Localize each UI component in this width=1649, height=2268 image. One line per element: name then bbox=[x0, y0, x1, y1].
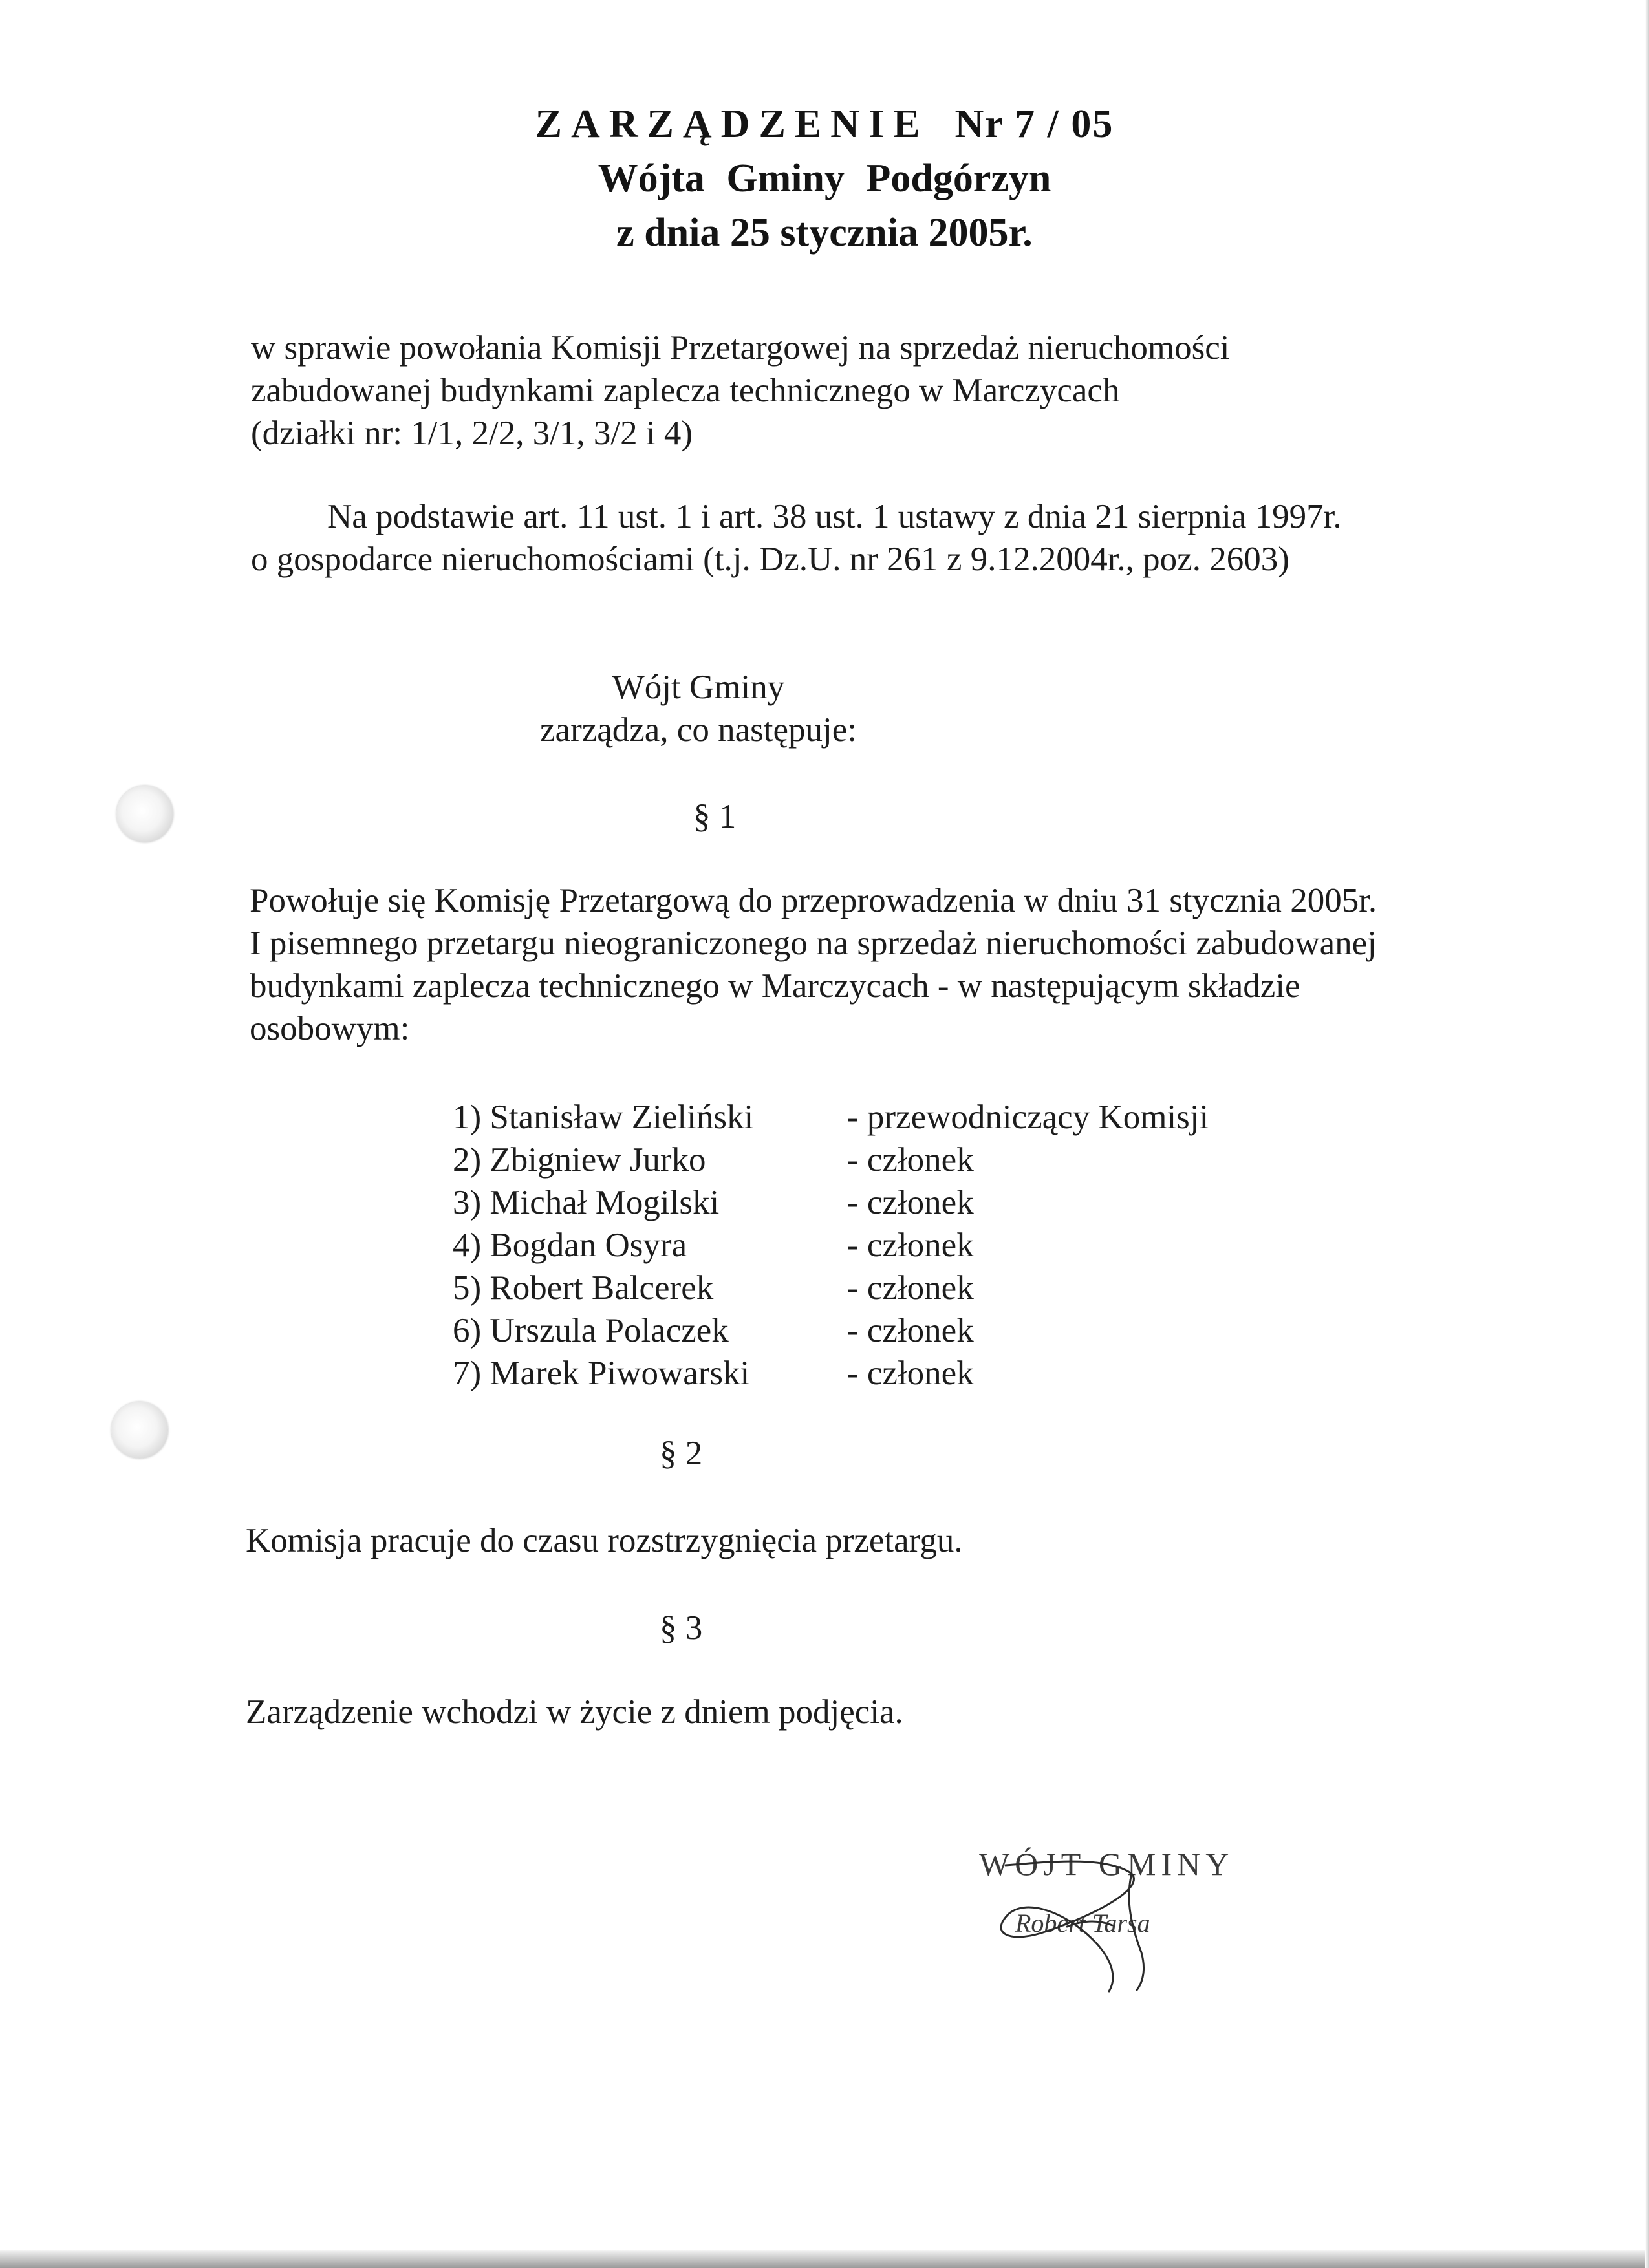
section-2-mark: § 2 bbox=[660, 1435, 703, 1472]
legal-basis-line: o gospodarce nieruchomościami (t.j. Dz.U. nr 261 z 9.12.2004r., poz. 2603) bbox=[251, 540, 1289, 578]
section-1-paragraph bbox=[250, 879, 1377, 1050]
punch-hole-top bbox=[116, 786, 173, 842]
list-item bbox=[453, 1309, 1209, 1352]
list-item bbox=[453, 1096, 1209, 1139]
section-3-text: Zarządzenie wchodzi w życie z dniem podjęcia. bbox=[246, 1693, 903, 1731]
title-word: ZARZĄDZENIE bbox=[535, 102, 929, 146]
list-item bbox=[453, 1352, 1209, 1395]
member-role: - członek bbox=[847, 1269, 974, 1307]
legal-basis-line: Na podstawie art. 11 ust. 1 i art. 38 ust. 1 ustawy z dnia 21 sierpnia 1997r. bbox=[327, 498, 1342, 535]
section-1-line: osobowym: bbox=[250, 1010, 410, 1047]
member-name: 7) Marek Piwowarski bbox=[453, 1354, 750, 1392]
punch-hole-bottom bbox=[111, 1402, 168, 1459]
document-header bbox=[0, 97, 1649, 260]
stamp-title: WÓJT GMINY bbox=[979, 1846, 1234, 1882]
member-role: - członek bbox=[847, 1141, 974, 1179]
member-name: 4) Bogdan Osyra bbox=[453, 1226, 687, 1264]
decree-intro-line: Wójt Gminy bbox=[612, 669, 785, 706]
subject-line: w sprawie powołania Komisji Przetargowej na sprzedaż nieruchomości bbox=[251, 329, 1230, 367]
section-3-mark: § 3 bbox=[660, 1609, 703, 1647]
subject-line: zabudowanej budynkami zaplecza technicznego w Marczycach bbox=[251, 372, 1120, 409]
legal-basis-paragraph bbox=[251, 495, 1342, 581]
commission-members-list bbox=[453, 1096, 1209, 1395]
list-item bbox=[453, 1139, 1209, 1181]
member-role: - członek bbox=[847, 1312, 974, 1349]
section-1-line: Powołuje się Komisję Przetargową do przeprowadzenia w dniu 31 stycznia 2005r. bbox=[250, 882, 1377, 919]
section-2-text: Komisja pracuje do czasu rozstrzygnięcia przetargu. bbox=[246, 1522, 963, 1559]
signature-stamp bbox=[970, 1836, 1280, 1998]
stamp-name: Robert Tarsa bbox=[1015, 1909, 1150, 1938]
member-name: 6) Urszula Polaczek bbox=[453, 1312, 729, 1349]
title-line bbox=[0, 97, 1649, 151]
title-number: Nr 7 / 05 bbox=[954, 102, 1114, 146]
section-1-mark: § 1 bbox=[693, 798, 737, 835]
subject-paragraph bbox=[251, 326, 1229, 455]
decree-intro bbox=[0, 666, 1397, 751]
member-name: 5) Robert Balcerek bbox=[453, 1269, 714, 1307]
decree-intro-line: zarządza, co następuje: bbox=[540, 711, 857, 749]
list-item bbox=[453, 1181, 1209, 1224]
issuer-line: Wójta Gminy Podgórzyn bbox=[598, 156, 1051, 200]
member-name: 1) Stanisław Zieliński bbox=[453, 1098, 754, 1136]
member-role: - członek bbox=[847, 1354, 974, 1392]
subject-line: (działki nr: 1/1, 2/2, 3/1, 3/2 i 4) bbox=[251, 414, 693, 452]
list-item bbox=[453, 1224, 1209, 1267]
list-item bbox=[453, 1267, 1209, 1309]
page-right-edge bbox=[1645, 0, 1649, 2268]
member-role: - członek bbox=[847, 1184, 974, 1221]
member-name: 3) Michał Mogilski bbox=[453, 1184, 720, 1221]
date-line: z dnia 25 stycznia 2005r. bbox=[616, 211, 1033, 255]
member-role: - przewodniczący Komisji bbox=[847, 1098, 1209, 1136]
page-bottom-edge bbox=[0, 2250, 1649, 2268]
section-1-line: I pisemnego przetargu nieograniczonego na sprzedaż nieruchomości zabudowanej bbox=[250, 925, 1377, 962]
member-role: - członek bbox=[847, 1226, 974, 1264]
section-1-line: budynkami zaplecza technicznego w Marczycach - w następującym składzie bbox=[250, 967, 1300, 1005]
member-name: 2) Zbigniew Jurko bbox=[453, 1141, 706, 1179]
